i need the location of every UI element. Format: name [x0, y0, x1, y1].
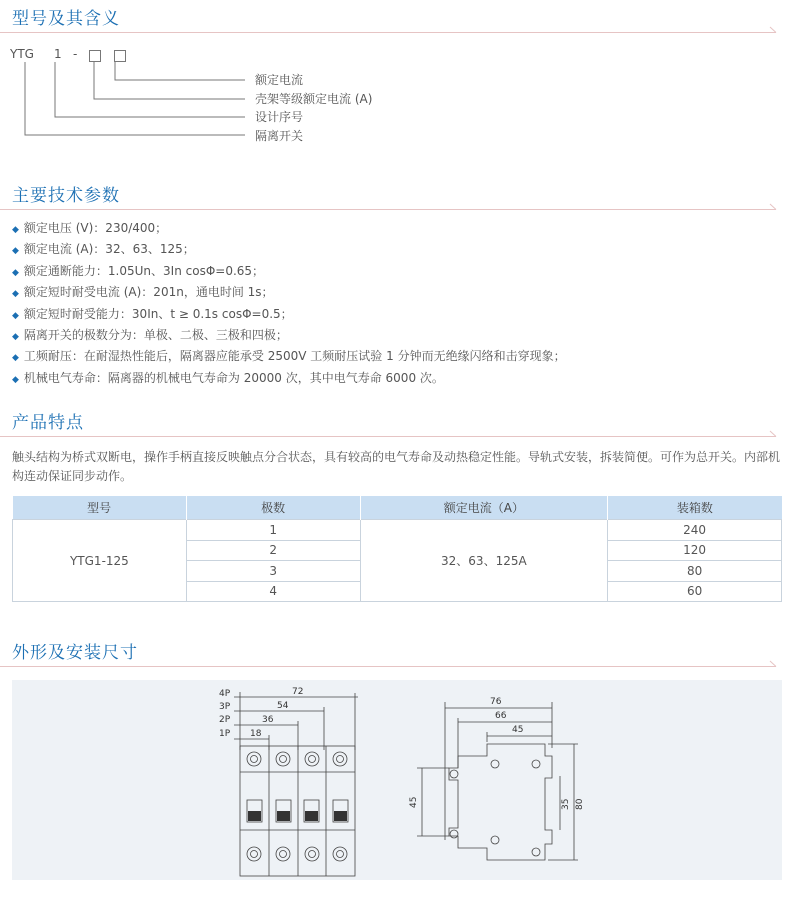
bullet-icon: ◆	[12, 353, 19, 364]
param-item: ◆ 工频耐压：在耐湿热性能后，隔离器应能承受 2500V 工频耐压试验 1 分钟而无绝缘闪络和击穿现象；	[12, 347, 566, 368]
bullet-icon: ◆	[12, 374, 19, 385]
param-item: ◆ 额定电流 (A)：32、63、125；	[12, 240, 566, 261]
section-title-params: 主要技术参数	[12, 186, 120, 206]
section-title-features: 产品特点	[12, 413, 84, 433]
spec-table	[12, 496, 782, 602]
dimension-panel	[12, 680, 782, 880]
section-divider	[0, 430, 790, 442]
cell-box-qty: 120	[608, 540, 782, 561]
section-title-dimensions: 外形及安装尺寸	[12, 643, 138, 663]
cell-current: 32、63、125A	[360, 520, 608, 602]
legend-frame-current: 壳架等级额定电流 (A)	[255, 92, 373, 106]
pole-label: 4P	[219, 689, 231, 699]
pole-label: 1P	[219, 729, 231, 739]
param-item: ◆ 隔离开关的极数分为：单极、二极、三极和四极；	[12, 326, 566, 347]
model-prefix: YTG	[10, 47, 34, 61]
width-label: 36	[262, 715, 274, 725]
width-label: 18	[250, 729, 262, 739]
bullet-icon: ◆	[12, 332, 19, 343]
height-label: 45	[409, 796, 419, 808]
legend-design-number: 设计序号	[255, 110, 304, 124]
header-model: 型号	[13, 496, 187, 520]
pole-label: 2P	[219, 715, 231, 725]
legend-isolating-switch: 隔离开关	[255, 129, 304, 143]
bullet-icon: ◆	[12, 246, 19, 257]
section-divider	[0, 203, 790, 215]
height-label: 80	[575, 798, 585, 810]
param-item: ◆ 额定通断能力：1.05Un、3In cosΦ=0.65；	[12, 262, 566, 283]
table-row	[13, 520, 782, 541]
feature-text: 触头结构为桥式双断电，操作手柄直接反映触点分合状态，具有较高的电气寿命及动热稳定性能。导轨式安装，拆装简便。可作为总开关。内部机构连动保证同步动作。	[12, 450, 781, 483]
width-label: 45	[512, 725, 524, 735]
bullet-icon: ◆	[12, 225, 19, 235]
section-title-model: 型号及其含义	[12, 9, 120, 29]
cell-box-qty: 240	[608, 520, 782, 541]
pole-label: 3P	[219, 702, 231, 712]
side-view	[409, 697, 585, 860]
width-label: 54	[277, 701, 289, 711]
width-label: 72	[292, 687, 304, 697]
model-legend-lines	[0, 0, 790, 140]
cell-poles: 4	[186, 581, 360, 602]
bullet-icon: ◆	[12, 267, 19, 278]
model-dash: -	[73, 47, 78, 61]
cell-model: YTG1-125	[13, 520, 187, 602]
model-number: 1	[54, 47, 62, 61]
bullet-icon: ◆	[12, 310, 19, 321]
width-label: 66	[495, 711, 507, 721]
header-box-qty: 装箱数	[608, 496, 782, 520]
header-current: 额定电流（A）	[360, 496, 608, 520]
section-divider	[0, 660, 790, 672]
param-item: ◆ 额定电压 (V)：230/400；	[12, 219, 566, 240]
cell-poles: 3	[186, 561, 360, 582]
param-list	[12, 219, 566, 390]
table-header-row	[13, 496, 782, 520]
dimension-drawing	[12, 680, 782, 880]
bullet-icon: ◆	[12, 289, 19, 300]
cell-poles: 1	[186, 520, 360, 541]
height-label: 35	[561, 798, 571, 810]
param-item: ◆ 额定短时耐受能力：30In、t ≥ 0.1s cosΦ=0.5；	[12, 305, 566, 326]
cell-box-qty: 80	[608, 561, 782, 582]
legend-rated-current: 额定电流	[255, 73, 304, 87]
cell-poles: 2	[186, 540, 360, 561]
width-label: 76	[490, 697, 502, 707]
front-view	[219, 687, 358, 876]
param-item: ◆ 额定短时耐受电流 (A)：201n，通电时间 1s；	[12, 283, 566, 304]
param-item: ◆ 机械电气寿命：隔离器的机械电气寿命为 20000 次，其中电气寿命 6000 次。	[12, 369, 566, 390]
header-poles: 极数	[186, 496, 360, 520]
cell-box-qty: 60	[608, 581, 782, 602]
